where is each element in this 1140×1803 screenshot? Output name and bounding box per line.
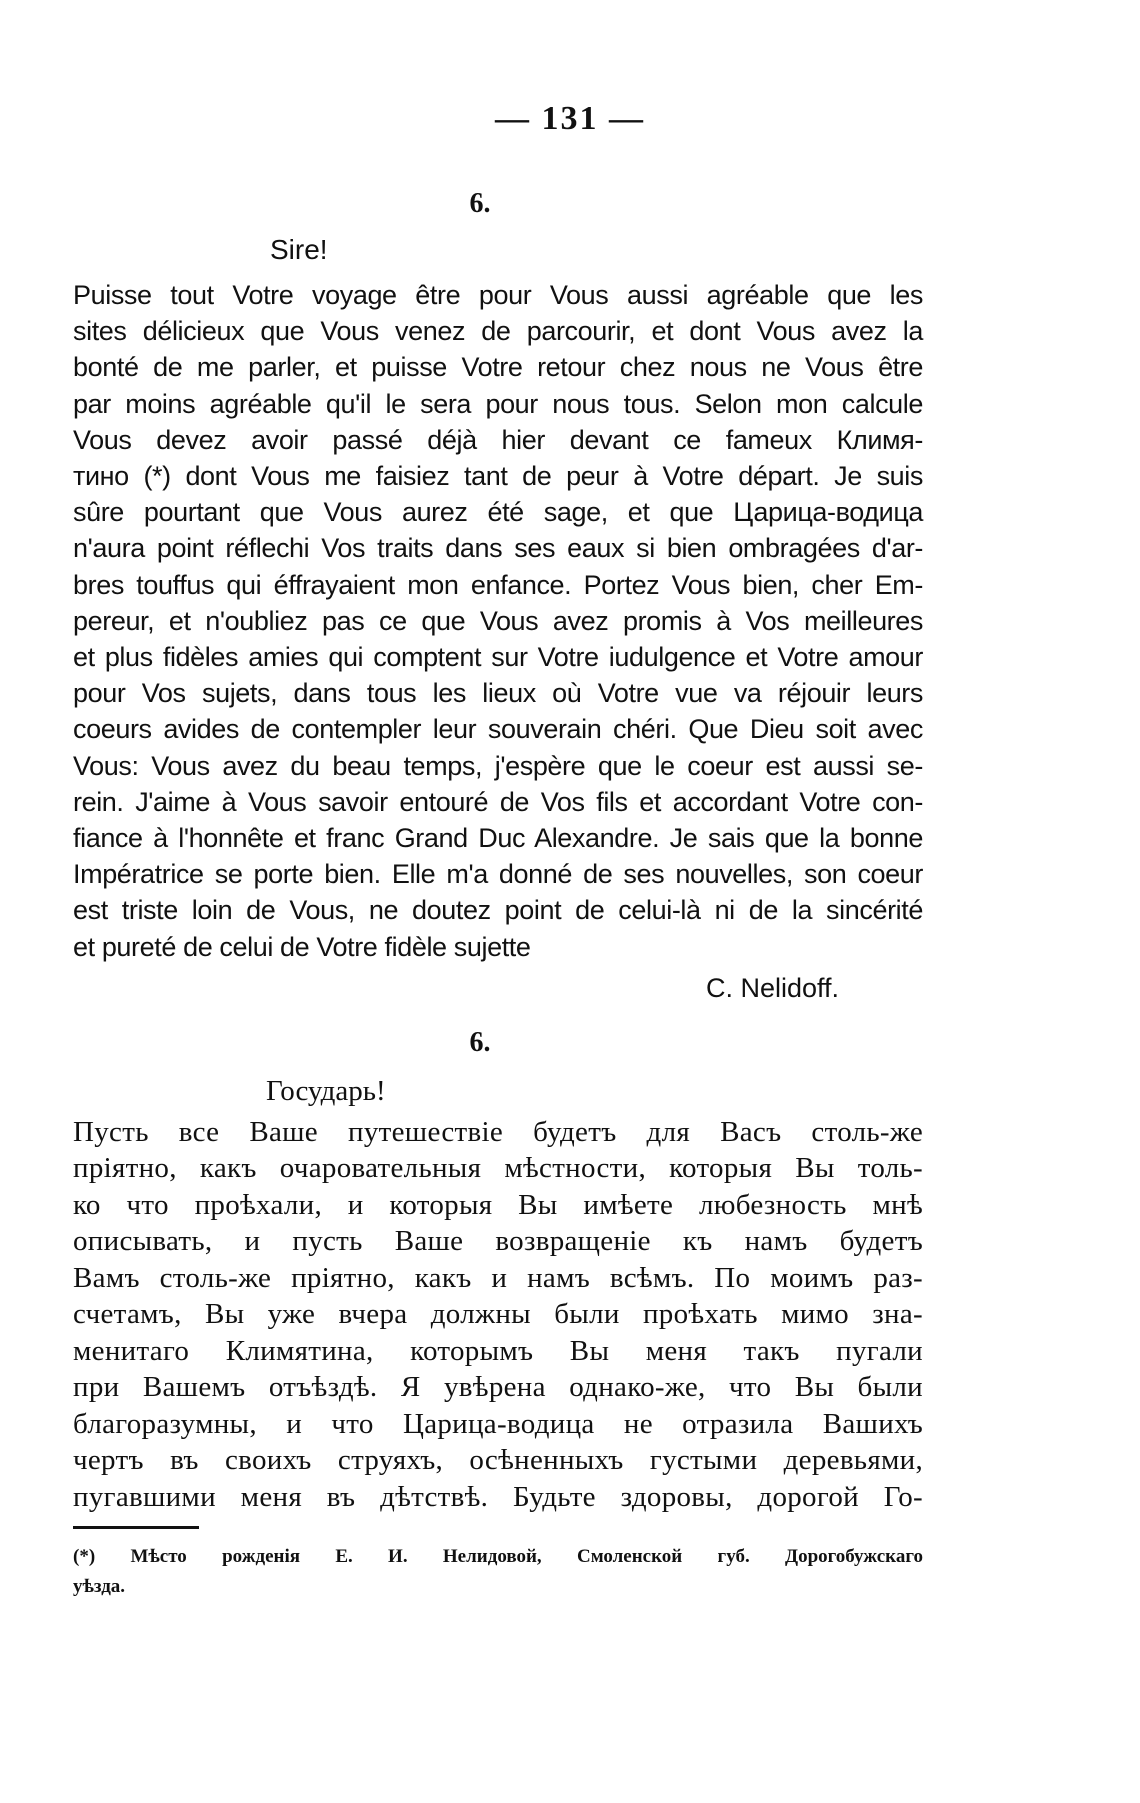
footnote-line: (*) Мѣсто рожденія Е. И. Нелидовой, Смоленской губ. Дорогобужскаго: [73, 1546, 923, 1567]
text-line: coeurs avides de contempler leur souverain chéri. Que Dieu soit avec: [73, 714, 923, 744]
text-line: Puisse tout Votre voyage être pour Vous aussi agréable que les: [73, 280, 923, 310]
text-line: Vous devez avoir passé déjà hier devant ce fameux Климя-: [73, 425, 923, 455]
text-line: счетамъ, Вы уже вчера должны были проѣхать мимо зна-: [73, 1298, 923, 1330]
text-line: чертъ въ своихъ струяхъ, осѣненныхъ густыми деревьями,: [73, 1444, 923, 1476]
text-line: bres touffus qui éffrayaient mon enfance. Portez Vous bien, cher Em-: [73, 570, 923, 600]
text-line: пугавшими меня въ дѣтствѣ. Будьте здоровы, дорогой Го-: [73, 1481, 923, 1513]
signature: C. Nelidoff.: [706, 973, 840, 1003]
text-line: et pureté de celui de Votre fidèle sujette: [73, 932, 531, 962]
text-line: тино (*) dont Vous me faisiez tant de peur à Votre départ. Je suis: [73, 461, 923, 491]
letter-ru-salutation: Государь!: [266, 1075, 386, 1107]
text-line: Пусть все Ваше путешествіе будетъ для Васъ столь-же: [73, 1116, 923, 1148]
text-line: bonté de me parler, et puisse Votre retour chez nous ne Vous être: [73, 352, 923, 382]
text-line: n'aura point réflechi Vos traits dans ses eaux si bien ombragées d'ar-: [73, 533, 923, 563]
text-line: par moins agréable qu'il le sera pour nous tous. Selon mon calcule: [73, 389, 923, 419]
page-number: — 131 —: [495, 100, 645, 137]
text-line: pereur, et n'oubliez pas ce que Vous avez promis à Vos meilleures: [73, 606, 923, 636]
text-line: пріятно, какъ очаровательныя мѣстности, которыя Вы толь-: [73, 1152, 923, 1184]
text-line: sites délicieux que Vous venez de parcourir, et dont Vous avez la: [73, 316, 923, 346]
text-line: Vous: Vous avez du beau temps, j'espère que le coeur est aussi se-: [73, 751, 923, 781]
text-line: sûre pourtant que Vous aurez été sage, et que Царица-водица: [73, 497, 923, 527]
text-line: Вамъ столь-же пріятно, какъ и намъ всѣмъ. По моимъ раз-: [73, 1262, 923, 1294]
text-line: rein. J'aime à Vous savoir entouré de Vos fils et accordant Votre con-: [73, 787, 923, 817]
text-line: et plus fidèles amies qui comptent sur Votre iudulgence et Votre amour: [73, 642, 923, 672]
letter-ru-number: 6.: [469, 1027, 491, 1058]
text-line: Impératrice se porte bien. Elle m'a donné de ses nouvelles, son coeur: [73, 859, 923, 889]
text-line: fiance à l'honnête et franc Grand Duc Alexandre. Je sais que la bonne: [73, 823, 923, 853]
text-line: ко что проѣхали, и которыя Вы имѣете любезность мнѣ: [73, 1189, 923, 1221]
footnote-line: уѣзда.: [73, 1576, 126, 1597]
footnote-divider: [73, 1526, 199, 1529]
text-line: благоразумны, и что Царица-водица не отразила Вашихъ: [73, 1408, 923, 1440]
letter-fr-salutation: Sire!: [270, 234, 328, 265]
text-line: менитаго Климятина, которымъ Вы меня такъ пугали: [73, 1335, 923, 1367]
text-line: pour Vos sujets, dans tous les lieux où Votre vue va réjouir leurs: [73, 678, 923, 708]
letter-fr-number: 6.: [469, 188, 491, 219]
text-line: при Вашемъ отъѣздѣ. Я увѣрена однако-же, что Вы были: [73, 1371, 923, 1403]
text-line: описывать, и пусть Ваше возвращеніе къ намъ будетъ: [73, 1225, 923, 1257]
text-line: est triste loin de Vous, ne doutez point de celui-là ni de la sincérité: [73, 895, 923, 925]
